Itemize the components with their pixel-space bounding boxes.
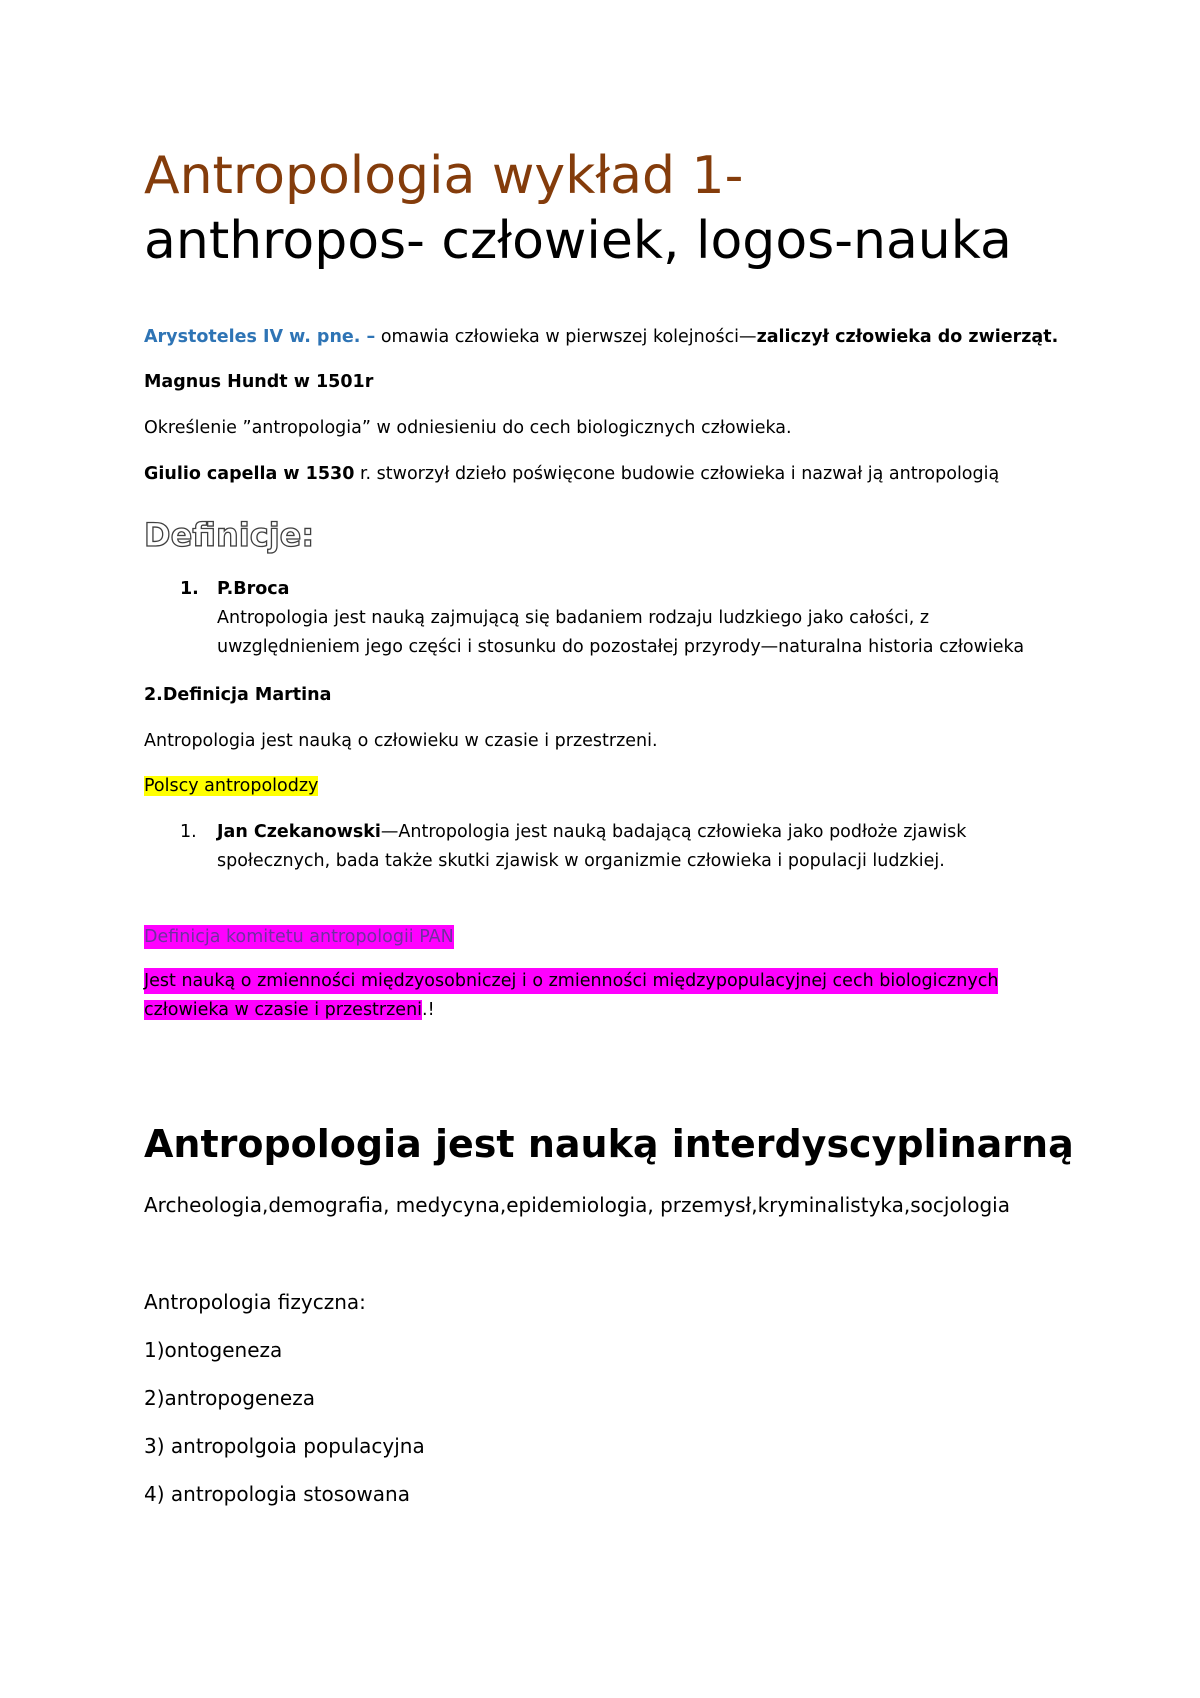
aristotle-bold-text: zaliczył człowieka do zwierząt.: [756, 327, 1059, 347]
physical-item-3: 3) antropolgoia populacyjna: [144, 1434, 425, 1458]
martin-heading: 2.Definicja Martina: [144, 685, 332, 705]
broca-line1: Antropologia jest nauką zajmującą się badaniem rodzaju ludzkiego jako całości, z: [217, 608, 930, 628]
magnus-hundt-line: Magnus Hundt w 1501r: [144, 372, 374, 392]
interdisciplinary-heading: Antropologia jest nauką interdyscyplinarną: [144, 1122, 1074, 1166]
interdisciplinary-fields: Archeologia,demografia, medycyna,epidemiologia, przemysł,kryminalistyka,socjologia: [144, 1193, 1010, 1217]
polish-anthropologists-heading: [144, 773, 318, 799]
definitions-heading: Definicje:: [144, 516, 315, 554]
document-title-line2: anthropos- człowiek, logos-nauka: [144, 211, 1012, 271]
czekanowski-name: Jan Czekanowski: [217, 822, 381, 842]
giulio-bold-text: Giulio capella w 1530: [144, 464, 355, 484]
aristotle-label: Arystoteles IV w. pne. –: [144, 327, 376, 347]
committee-line2: człowieka w czasie i przestrzeni: [144, 1000, 423, 1020]
committee-suffix: .!: [422, 1000, 435, 1020]
czekanowski-text: —Antropologia jest nauką badającą człowieka jako podłoże zjawisk: [380, 822, 967, 842]
physical-item-1: 1)ontogeneza: [144, 1338, 283, 1362]
committee-line1: Jest nauką o zmienności międzyosobniczej i o zmienności międzypopulacyjnej cech biologicznych: [144, 968, 998, 994]
committee-heading-label: Definicja komitetu antropologii PAN: [144, 927, 454, 947]
committee-definition: [144, 968, 1064, 1024]
czekanowski-line1: [217, 819, 966, 845]
giulio-paragraph: [144, 461, 999, 487]
document-title-line1: Antropologia wykład 1-: [144, 146, 744, 206]
czekanowski-line2: społecznych, bada także skutki zjawisk w organizmie człowieka i populacji ludzkiej.: [217, 851, 945, 871]
polish-anthropologists-label: Polscy antropolodzy: [144, 776, 319, 796]
aristotle-text: omawia człowieka w pierwszej kolejności—: [375, 327, 757, 347]
czekanowski-number: 1.: [180, 822, 197, 842]
broca-name: P.Broca: [217, 579, 290, 599]
aristotle-paragraph: [144, 324, 1058, 350]
physical-item-4: 4) antropologia stosowana: [144, 1482, 410, 1506]
physical-item-2: 2)antropogeneza: [144, 1386, 315, 1410]
committee-heading: [144, 924, 454, 950]
czekanowski-list-item: [144, 819, 1064, 875]
broca-list-item: [144, 576, 1064, 656]
broca-line2: uwzględnieniem jego części i stosunku do pozostałej przyrody—naturalna historia człowieka: [217, 637, 1025, 657]
committee-line2-wrap: [144, 997, 435, 1023]
giulio-text: r. stworzył dzieło poświęcone budowie człowieka i nazwał ją antropologią: [354, 464, 1000, 484]
broca-number: 1.: [180, 579, 199, 599]
martin-text: Antropologia jest nauką o człowieku w czasie i przestrzeni.: [144, 731, 658, 751]
okreslenie-paragraph: Określenie ”antropologia” w odniesieniu do cech biologicznych człowieka.: [144, 418, 792, 438]
physical-anthropology-heading: Antropologia fizyczna:: [144, 1290, 366, 1314]
